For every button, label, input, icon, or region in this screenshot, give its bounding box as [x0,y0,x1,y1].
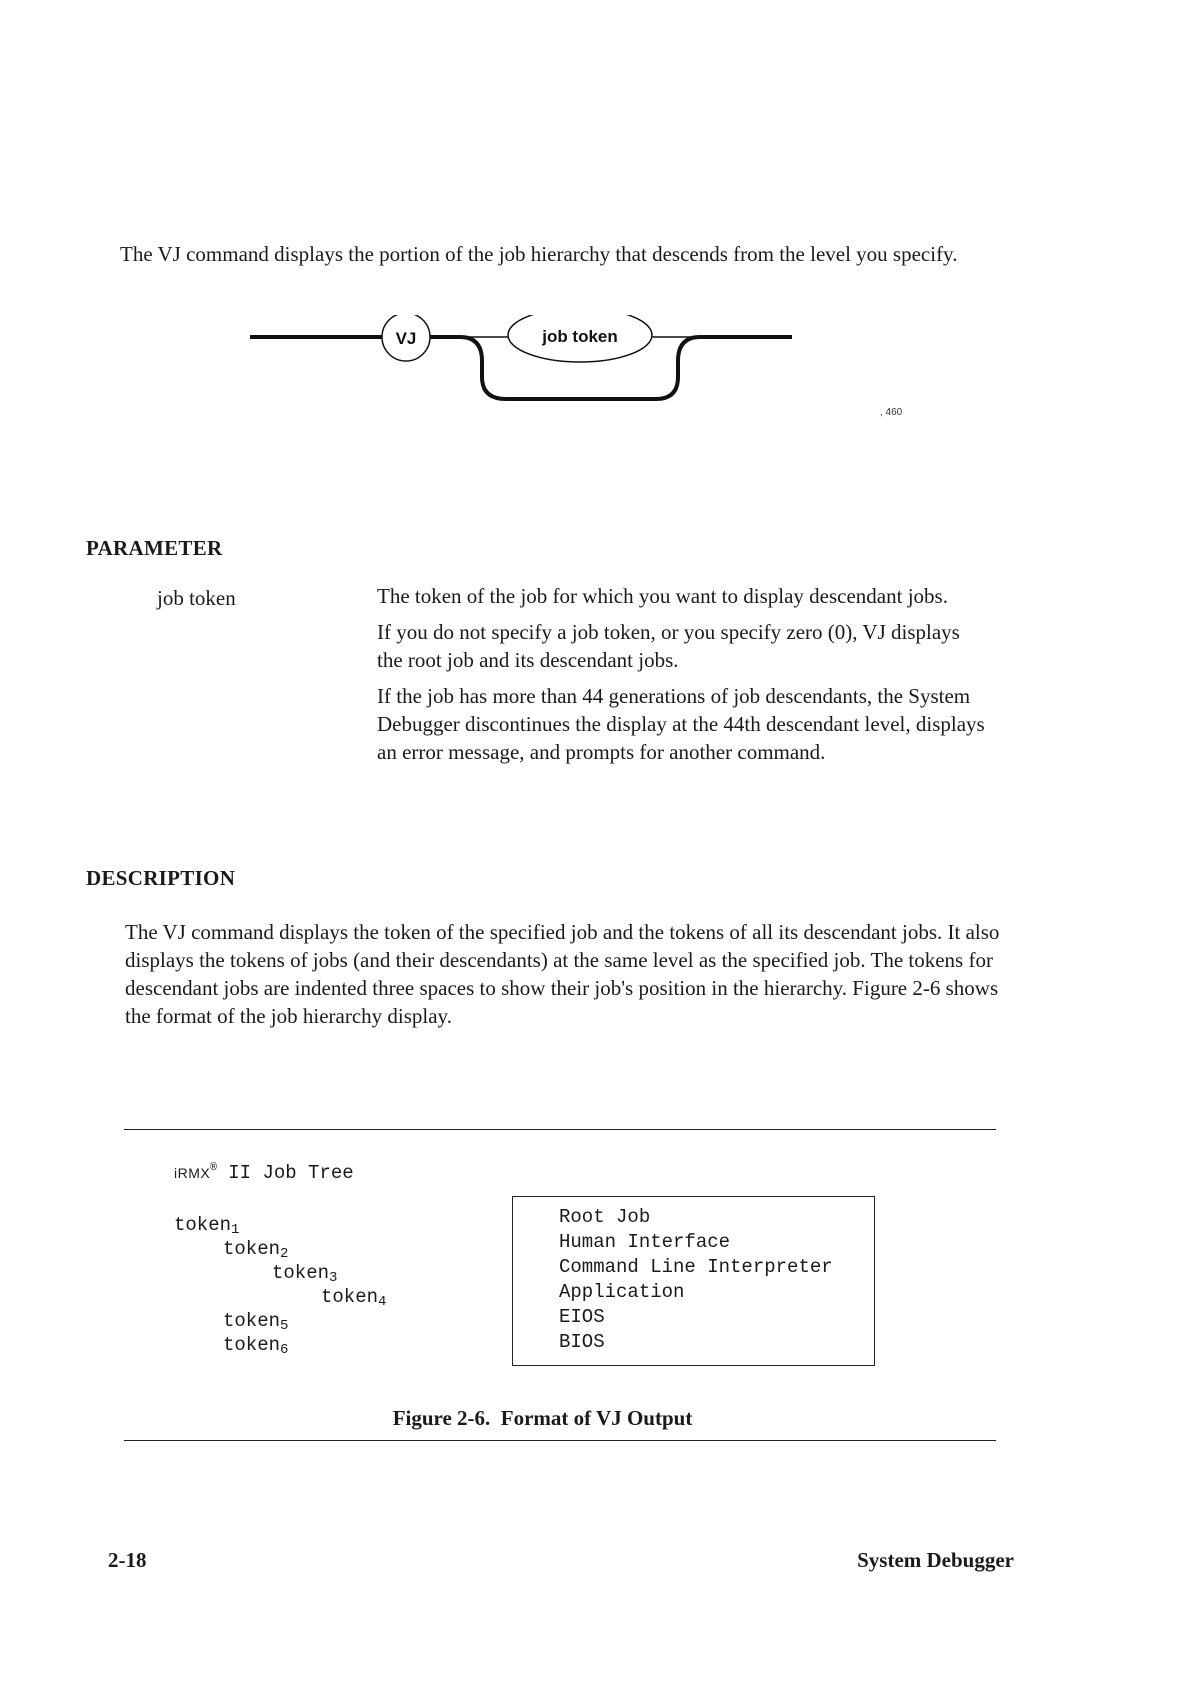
figure-caption: Figure 2-6. Format of VJ Output [392,1406,693,1430]
legend-item: Application [559,1281,685,1303]
tree-token: token$_2$ [223,1238,289,1262]
parameter-term: job token [157,586,236,610]
parameter-description [377,582,987,774]
tree-token: token$_3$ [272,1262,338,1286]
job-tree-title [174,1162,354,1184]
description-heading: DESCRIPTION [86,866,236,890]
parameter-paragraph: If the job has more than 44 generations of job descendants, the System Debugger discontinues the display at the 44th descendant level, displays an error message, and prompts for another command. [377,684,985,764]
figure-reference-number: , 460 [880,407,903,418]
job-legend-box [512,1196,875,1366]
brand-name: iRMX [174,1165,211,1181]
parameter-paragraph: If you do not specify a job token, or you specify zero (0), VJ displays the root job and its descendant jobs. [377,620,960,672]
description-body: The VJ command displays the token of the specified job and the tokens of all its descendant jobs. It also displays the tokens of jobs (and their descendants) at the same level as the specified job. The tokens for descendant jobs are indented three spaces to show their job's position in the hierarchy. Figure 2-6 shows the format of the job hierarchy display. [125,920,1000,1028]
legend-item: BIOS [559,1331,605,1353]
legend-item: EIOS [559,1306,605,1328]
tree-token: token$_5$ [223,1310,289,1334]
tree-token: token$_4$ [321,1286,387,1310]
tree-token: token$_6$ [223,1334,289,1358]
manual-title: System Debugger [857,1548,1014,1572]
parameter-paragraph: The token of the job for which you want to display descendant jobs. [377,584,948,608]
page-number: 2-18 [108,1548,147,1572]
syntax-diagram [250,315,930,425]
tree-token: token$_1$ [174,1214,240,1238]
registered-mark: ® [210,1162,217,1175]
intro-paragraph: The VJ command displays the portion of the job hierarchy that descends from the level you specify. [120,242,958,266]
figure-top-rule [124,1129,996,1130]
command-label: VJ [395,329,417,348]
legend-item: Human Interface [559,1231,731,1253]
job-legend-list [513,1197,874,1355]
parameter-heading: PARAMETER [86,536,223,560]
parameter-label: job token [542,327,618,346]
figure-bottom-rule [124,1440,996,1441]
legend-item: Root Job [559,1206,651,1228]
legend-item: Command Line Interpreter [559,1256,833,1278]
job-tree-title-rest: II Job Tree [216,1162,354,1184]
